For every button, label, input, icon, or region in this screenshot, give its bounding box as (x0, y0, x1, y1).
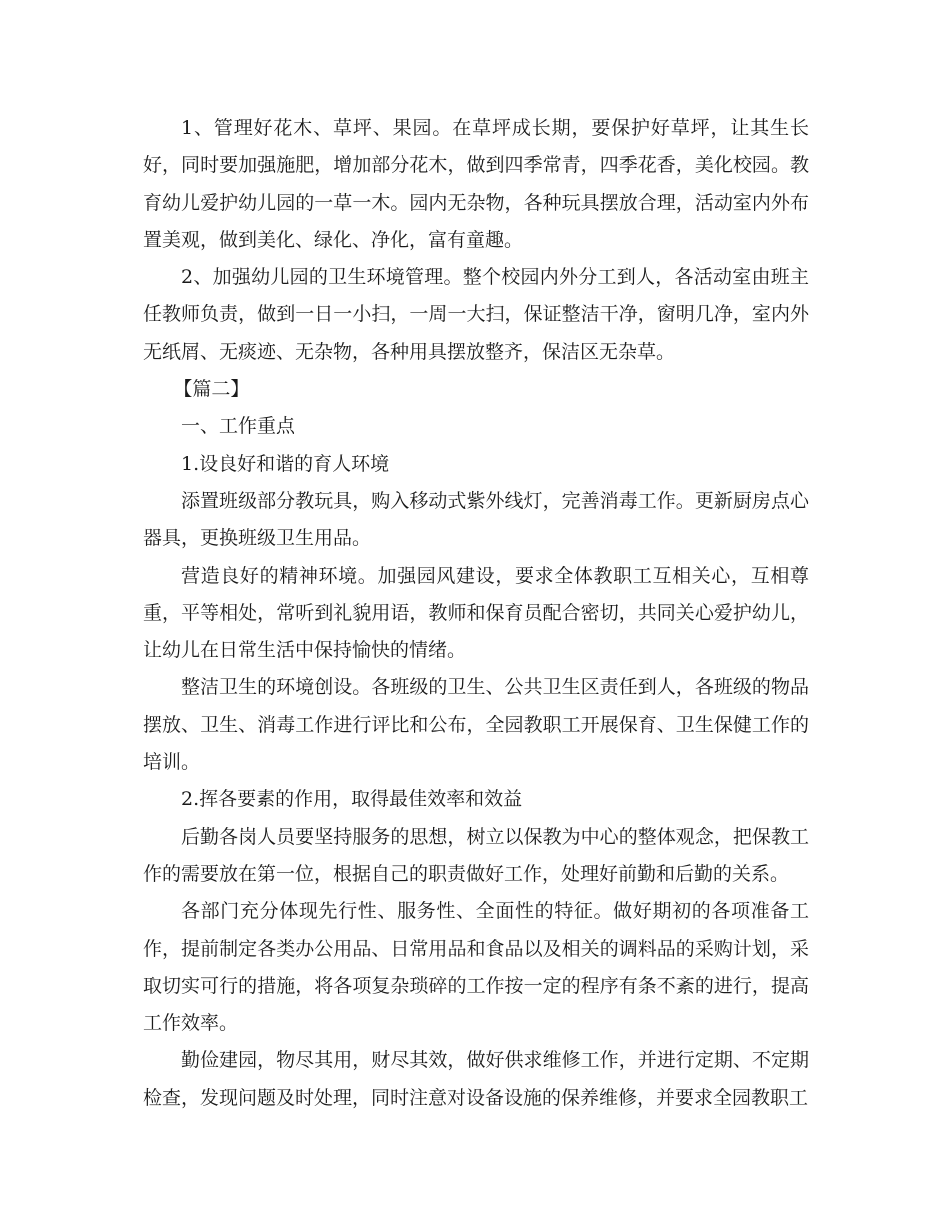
paragraph-thrift: 勤俭建园，物尽其用，财尽其效，做好供求维修工作，并进行定期、不定期检查，发现问题及时处理，同时注意对设备设施的保养维修，并要求全园教职工 (143, 1049, 809, 1109)
paragraph-clean-environment: 整洁卫生的环境创设。各班级的卫生、公共卫生区责任到人，各班级的物品摆放、卫生、消毒工作进行评比和公布，全园教职工开展保育、卫生保健工作的培训。 (143, 676, 809, 774)
paragraph-departments: 各部门充分体现先行性、服务性、全面性的特征。做好期初的各项准备工作，提前制定各类办公用品、日常用品和食品以及相关的调料品的采购计划，采取切实可行的措施，将各项复杂琐碎的工作按一定的程序有条不紊的进行，提高工作效率。 (143, 900, 809, 1035)
section-heading-part-two: 【篇二】 (173, 378, 250, 401)
paragraph-logistics-service: 后勤各岗人员要坚持服务的思想，树立以保教为中心的整体观念，把保教工作的需要放在第一位，根据自己的职责做好工作，处理好前勤和后勤的关系。 (143, 825, 809, 885)
heading-work-focus: 一、工作重点 (181, 415, 296, 438)
paragraph-lawn-management: 1、管理好花木、草坪、果园。在草坪成长期，要保护好草坪，让其生长好，同时要加强施肥，增加部分花木，做到四季常青，四季花香，美化校园。教育幼儿爱护幼儿园的一草一木。园内无杂物，各种玩具摆放合理，活动室内外布置美观，做到美化、绿化、净化，富有童趣。 (143, 117, 809, 251)
subheading-efficiency: 2.挥各要素的作用，取得最佳效率和效益 (181, 788, 523, 811)
subheading-environment: 1.设良好和谐的育人环境 (181, 452, 390, 475)
paragraph-spiritual-environment: 营造良好的精神环境。加强园风建设，要求全体教职工互相关心，互相尊重，平等相处，常听到礼貌用语，教师和保育员配合密切，共同关心爱护幼儿，让幼儿在日常生活中保持愉快的情绪。 (143, 564, 809, 662)
paragraph-hygiene-management: 2、加强幼儿园的卫生环境管理。整个校园内外分工到人，各活动室由班主任教师负责，做到一日一小扫，一周一大扫，保证整洁干净，窗明几净，室内外无纸屑、无痰迹、无杂物，各种用具摆放整齐，保洁区无杂草。 (143, 266, 809, 363)
paragraph-equipment: 添置班级部分教玩具，购入移动式紫外线灯，完善消毒工作。更新厨房点心器具，更换班级卫生用品。 (143, 489, 809, 550)
document-body (143, 110, 809, 1117)
